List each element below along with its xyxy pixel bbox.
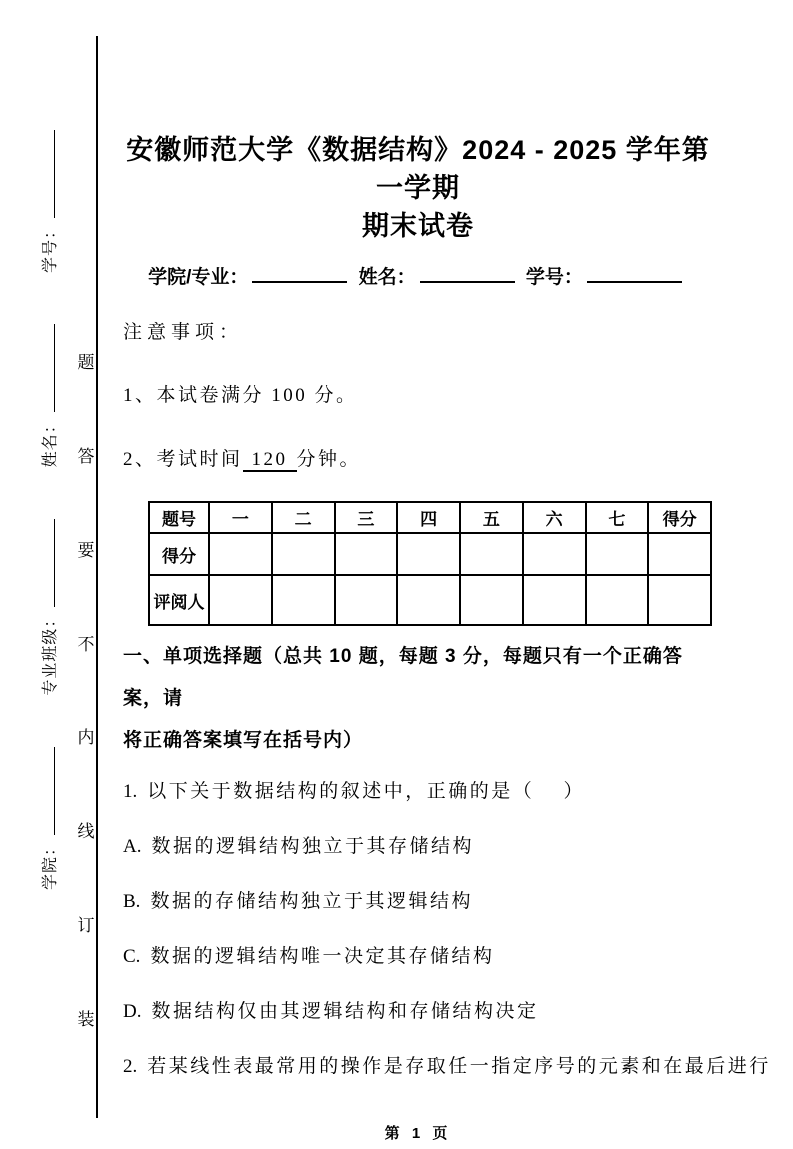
sidebar-field-blank <box>41 747 55 835</box>
grader-cell <box>397 575 460 625</box>
question-1-option-c <box>123 929 713 984</box>
sidebar-field-blank <box>41 130 55 218</box>
question-number: 1. <box>123 781 138 802</box>
question-1-option-b <box>123 874 713 929</box>
table-header-cell: 三 <box>335 502 398 533</box>
row-label-score: 得分 <box>149 533 209 575</box>
notice-2-prefix: 2、考试时间 <box>123 449 243 470</box>
page-number-footer: 第 1 页 <box>384 1125 452 1142</box>
grader-cell <box>460 575 523 625</box>
notices-heading: 注意事项： <box>123 322 244 343</box>
score-table-header-row <box>149 502 711 533</box>
table-header-cell: 一 <box>209 502 272 533</box>
sidebar-field-label: 姓名： <box>41 416 59 468</box>
score-cell <box>586 533 649 575</box>
table-header-cell: 四 <box>397 502 460 533</box>
binding-char: 答 <box>77 446 95 466</box>
binding-char: 内 <box>77 728 95 748</box>
sidebar-field-class <box>37 519 60 696</box>
grader-cell <box>586 575 649 625</box>
grader-cell <box>209 575 272 625</box>
score-cell <box>209 533 272 575</box>
question-1 <box>123 764 713 819</box>
score-cell <box>397 533 460 575</box>
score-cell <box>335 533 398 575</box>
grader-cell <box>272 575 335 625</box>
college-major-label: 学院/专业： <box>148 267 249 288</box>
sidebar-field-label: 专业班级： <box>41 610 59 696</box>
binding-char: 装 <box>77 1009 95 1029</box>
option-text: 数据的逻辑结构独立于其存储结构 <box>151 836 474 857</box>
grader-cell <box>523 575 586 625</box>
sidebar-field-college <box>37 747 60 890</box>
grader-cell <box>335 575 398 625</box>
binding-char: 题 <box>77 353 95 372</box>
score-cell <box>272 533 335 575</box>
section1-heading-line2: 将正确答案填写在括号内） <box>123 730 364 751</box>
grader-row <box>149 575 711 625</box>
name-blank <box>420 266 515 283</box>
student-id-blank <box>587 266 682 283</box>
sidebar-field-student-id <box>37 130 60 273</box>
college-major-blank <box>252 266 347 283</box>
exam-content <box>123 0 771 1149</box>
exam-title-line2: 期末试卷 <box>362 211 474 241</box>
binding-char: 不 <box>77 634 95 654</box>
option-text: 数据结构仅由其逻辑结构和存储结构决定 <box>151 1001 539 1022</box>
question-2 <box>123 1039 771 1094</box>
question-1-option-d <box>123 984 713 1039</box>
score-cell <box>460 533 523 575</box>
exam-title-block <box>123 131 713 245</box>
student-id-label: 学号： <box>525 267 583 288</box>
binding-char: 线 <box>77 822 95 842</box>
notice-2-suffix: 分钟。 <box>296 449 362 470</box>
table-header-cell: 六 <box>523 502 586 533</box>
question-1-option-a <box>123 819 713 874</box>
table-header-cell: 得分 <box>648 502 711 533</box>
row-label-grader: 评阅人 <box>149 575 209 625</box>
notice-item-1: 1、本试卷满分 100 分。 <box>123 385 358 406</box>
sidebar-field-name <box>37 324 60 467</box>
table-header-cell: 二 <box>272 502 335 533</box>
question-number: 2. <box>123 1056 138 1077</box>
grader-cell <box>648 575 711 625</box>
option-text: 数据的存储结构独立于其逻辑结构 <box>150 891 473 912</box>
sidebar-field-label: 学号： <box>41 222 59 274</box>
option-text: 数据的逻辑结构唯一决定其存储结构 <box>150 946 495 967</box>
binding-char: 订 <box>77 916 95 936</box>
exam-title-line1: 安徽师范大学《数据结构》2024 - 2025 学年第一学期 <box>126 135 710 203</box>
table-header-cell: 五 <box>460 502 523 533</box>
sidebar-student-fields <box>33 130 63 890</box>
name-label: 姓名： <box>358 267 416 288</box>
table-header-cell: 题号 <box>149 502 209 533</box>
binding-line-text <box>76 348 96 1030</box>
question-text: 以下关于数据结构的叙述中，正确的是（ ） <box>147 781 586 802</box>
exam-duration-value: 120 <box>243 449 297 472</box>
option-key: B. <box>123 891 141 912</box>
option-key: C. <box>123 946 141 967</box>
sidebar-field-blank <box>41 324 55 412</box>
score-row <box>149 533 711 575</box>
binding-char: 要 <box>77 540 95 560</box>
option-key: A. <box>123 836 142 857</box>
score-table <box>148 501 712 626</box>
table-header-cell: 七 <box>586 502 649 533</box>
score-cell <box>523 533 586 575</box>
notice-item-2 <box>123 439 713 481</box>
sidebar-field-blank <box>41 519 55 607</box>
binding-rule-line <box>96 36 98 1118</box>
question-text: 若某线性表最常用的操作是存取任一指定序号的元素和在最后进行 <box>147 1056 771 1077</box>
student-info-form-line <box>123 257 713 299</box>
score-cell <box>648 533 711 575</box>
sidebar-field-label: 学院： <box>41 838 59 890</box>
section1-heading <box>123 636 713 762</box>
section1-heading-line1: 一、单项选择题（总共 10 题，每题 3 分，每题只有一个正确答案，请 <box>123 646 683 709</box>
option-key: D. <box>123 1001 142 1022</box>
question-list <box>123 764 771 1094</box>
